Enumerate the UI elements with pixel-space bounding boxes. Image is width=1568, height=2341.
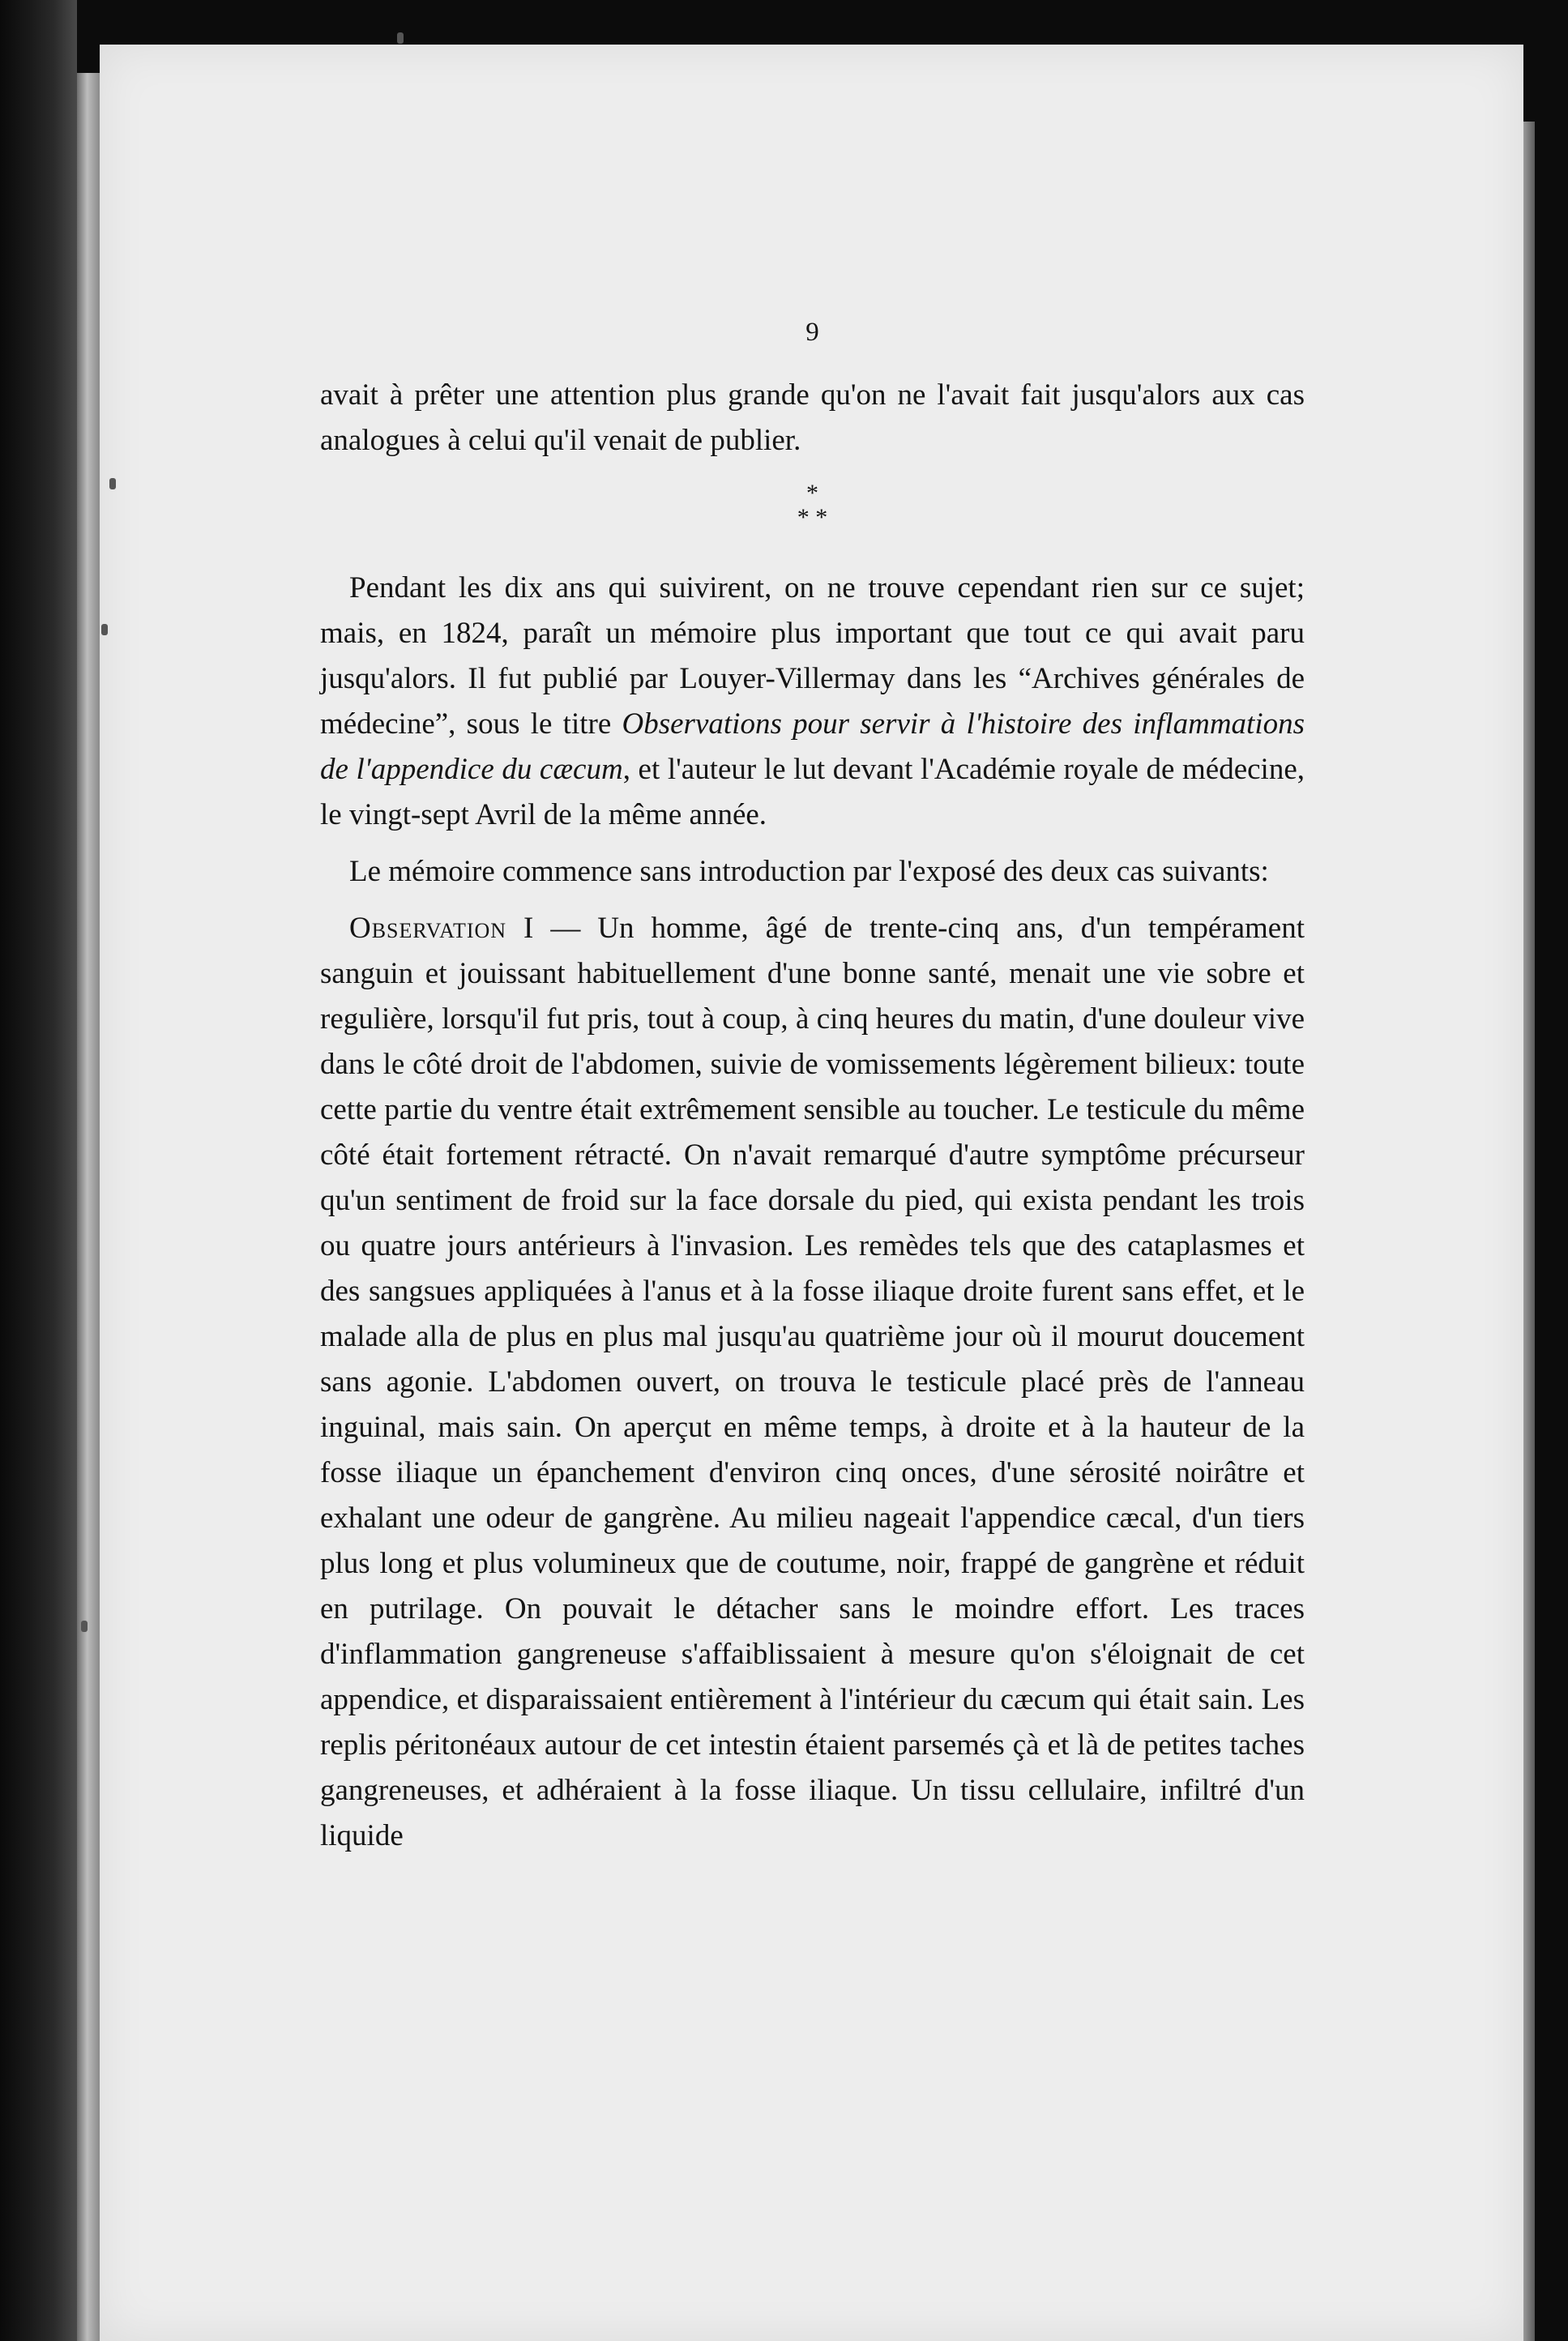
observation-text: I — Un homme, âgé de trente-cinq ans, d'un tempérament sanguin et jouissant habituellement d'une bonne santé, menait une vie sobre et regulière, lorsqu'il fut pris, tout à coup, à cinq heures du matin, d'une douleur vive dans le côté droit de l'abdomen, suivie de vomissements légèrement bilieux: toute cette partie du ventre était extrêmement sensible au toucher. Le testicule du même côté était fortement rétracté. On n'avait remarqué d'autre symptôme précurseur qu'un sentiment de froid sur la face dorsale du pied, qui exista pendant les trois ou quatre jours antérieurs à l'invasion. Les remèdes tels que des cataplasmes et des sangsues appliquées à l'anus et à la fosse iliaque droite furent sans effet, et le malade alla de plus en plus mal jusqu'au quatrième jour où il mourut doucement sans agonie. L'abdomen ouvert, on trouva le testicule placé près de l'anneau inguinal, mais sain. On aperçut en même temps, à droite et à la hauteur de la fosse iliaque un épanchement d'environ cinq onces, d'une sérosité noirâtre et exhalant une odeur de gangrène. Au milieu nageait l'appendice cæcal, d'un tiers plus long et plus volumineux que de coutume, noir, frappé de gangrène et réduit en putrilage. On pouvait le détacher sans le moindre effort. Les traces d'inflammation gangreneuse s'affaiblissaient à mesure qu'on s'éloignait de cet appendice, et disparaissaient entièrement à l'intérieur du cæcum qui était sain. Les replis péritonéaux autour de cet intestin étaient parsemés çà et là de petites taches gangreneuses, et adhéraient à la fosse iliaque. Un tissu cellulaire, infiltré d'un liquide	[320, 912, 1305, 1852]
memoir-title: Observations pour servir à l'histoire des inflammations de l'appendice du cæcum	[320, 707, 1305, 786]
scan-left-margin	[0, 0, 77, 2341]
paragraph-text-start: Pendant les dix ans qui suivirent, on ne trouve cependant rien sur ce sujet; mais, en 1824, paraît un mémoire plus important que tout ce qui avait paru jusqu'alors. Il fut publié par Louyer-Villermay dans les “Archives générales de médecine”, sous le titre	[320, 571, 1305, 741]
asterism-bottom: * *	[797, 504, 828, 531]
asterism-top: *	[806, 480, 818, 506]
scan-artifact	[81, 1621, 88, 1632]
page-content	[320, 316, 1305, 1859]
book-spine-edge	[77, 73, 100, 2341]
scan-artifact	[101, 624, 108, 635]
observation-paragraph	[320, 906, 1305, 1859]
observation-label: Observation	[349, 912, 507, 945]
paragraph-louyer-villermay	[320, 566, 1305, 838]
page-right-edge	[1523, 122, 1535, 2341]
scan-artifact	[397, 32, 404, 44]
paragraph-memoir-intro: Le mémoire commence sans introduction par l'exposé des deux cas suivants:	[349, 855, 1269, 888]
opening-paragraph: avait à prêter une attention plus grande qu'on ne l'avait fait jusqu'alors aux cas analogues à celui qu'il venait de publier.	[320, 378, 1305, 457]
paragraph-text-end: , et l'auteur le lut devant l'Académie royale de médecine, le vingt-sept Avril de la même année.	[320, 753, 1305, 831]
section-divider	[320, 481, 1305, 530]
scan-artifact	[109, 478, 116, 489]
page-number: 9	[805, 318, 819, 347]
